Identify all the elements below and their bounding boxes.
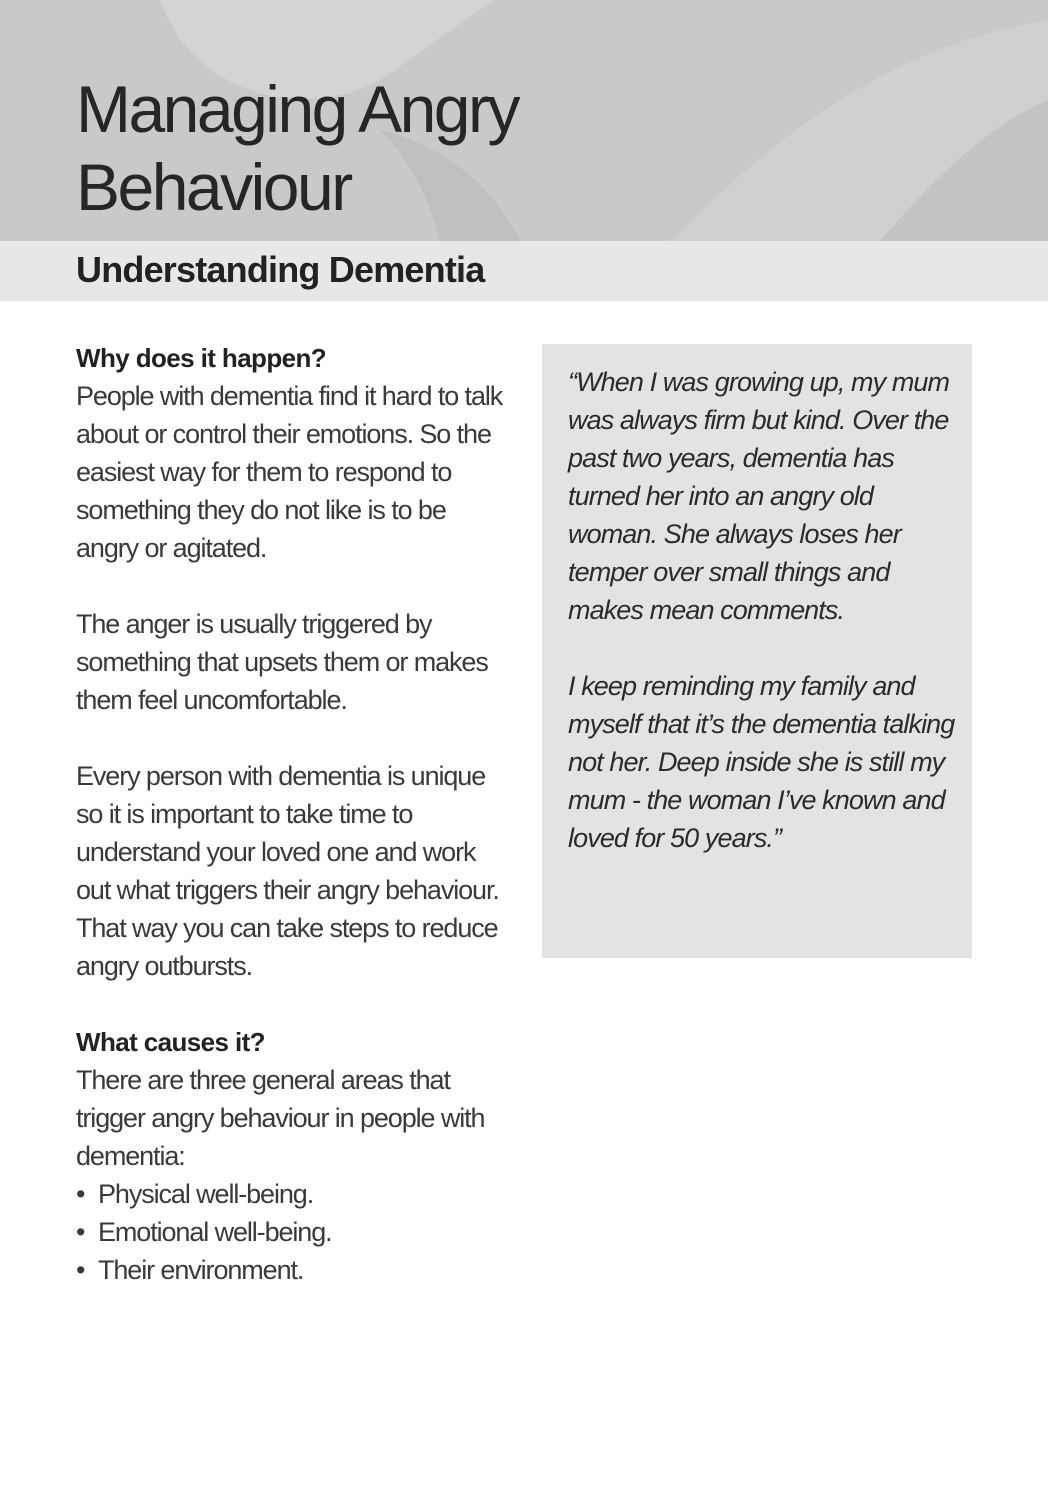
page-title-line-2: Behaviour	[76, 150, 351, 224]
list-item	[76, 1251, 506, 1289]
quote-text	[568, 363, 963, 857]
why-paragraph-3: Every person with dementia is unique so it is important to take time to understand your loved one and work out what triggers their angry behaviour. That way you can take steps to reduce angry outbursts.	[76, 761, 499, 981]
page-title	[76, 70, 518, 226]
paragraph-spacer	[568, 629, 963, 667]
list-item-text: Physical well-being.	[98, 1179, 314, 1209]
quote-paragraph-1: “When I was growing up, my mum was always firm but kind. Over the past two years, dementia has turned her into an angry old woman. She always loses her temper over small things and makes mean comments.	[568, 367, 950, 625]
list-item	[76, 1175, 506, 1213]
paragraph-spacer	[76, 567, 506, 605]
why-paragraph-1: People with dementia find it hard to talk about or control their emotions. So the easiest way for them to respond to something they do not like is to be angry or agitated.	[76, 381, 503, 563]
causes-intro: There are three general areas that trigger angry behaviour in people with dementia:	[76, 1065, 485, 1171]
causes-list	[76, 1175, 506, 1289]
list-item-text: Emotional well-being.	[98, 1217, 332, 1247]
bullet-icon: •	[76, 1179, 85, 1209]
bullet-icon: •	[76, 1217, 85, 1247]
main-text-column	[76, 339, 506, 1289]
section-heading-why: Why does it happen?	[76, 343, 327, 373]
list-item	[76, 1213, 506, 1251]
paragraph-spacer	[76, 719, 506, 757]
section-heading-causes: What causes it?	[76, 1027, 265, 1057]
quote-paragraph-2: I keep reminding my family and myself that it’s the dementia talking not her. Deep inside she is still my mum - the woman I’ve known and loved for 50 years.”	[568, 671, 955, 853]
page-title-line-1: Managing Angry	[76, 72, 518, 146]
list-item-text: Their environment.	[98, 1255, 304, 1285]
section-spacer	[76, 985, 506, 1023]
why-paragraph-2: The anger is usually triggered by something that upsets them or makes them feel uncomfortable.	[76, 609, 488, 715]
page-subtitle: Understanding Dementia	[76, 249, 485, 290]
bullet-icon: •	[76, 1255, 85, 1285]
